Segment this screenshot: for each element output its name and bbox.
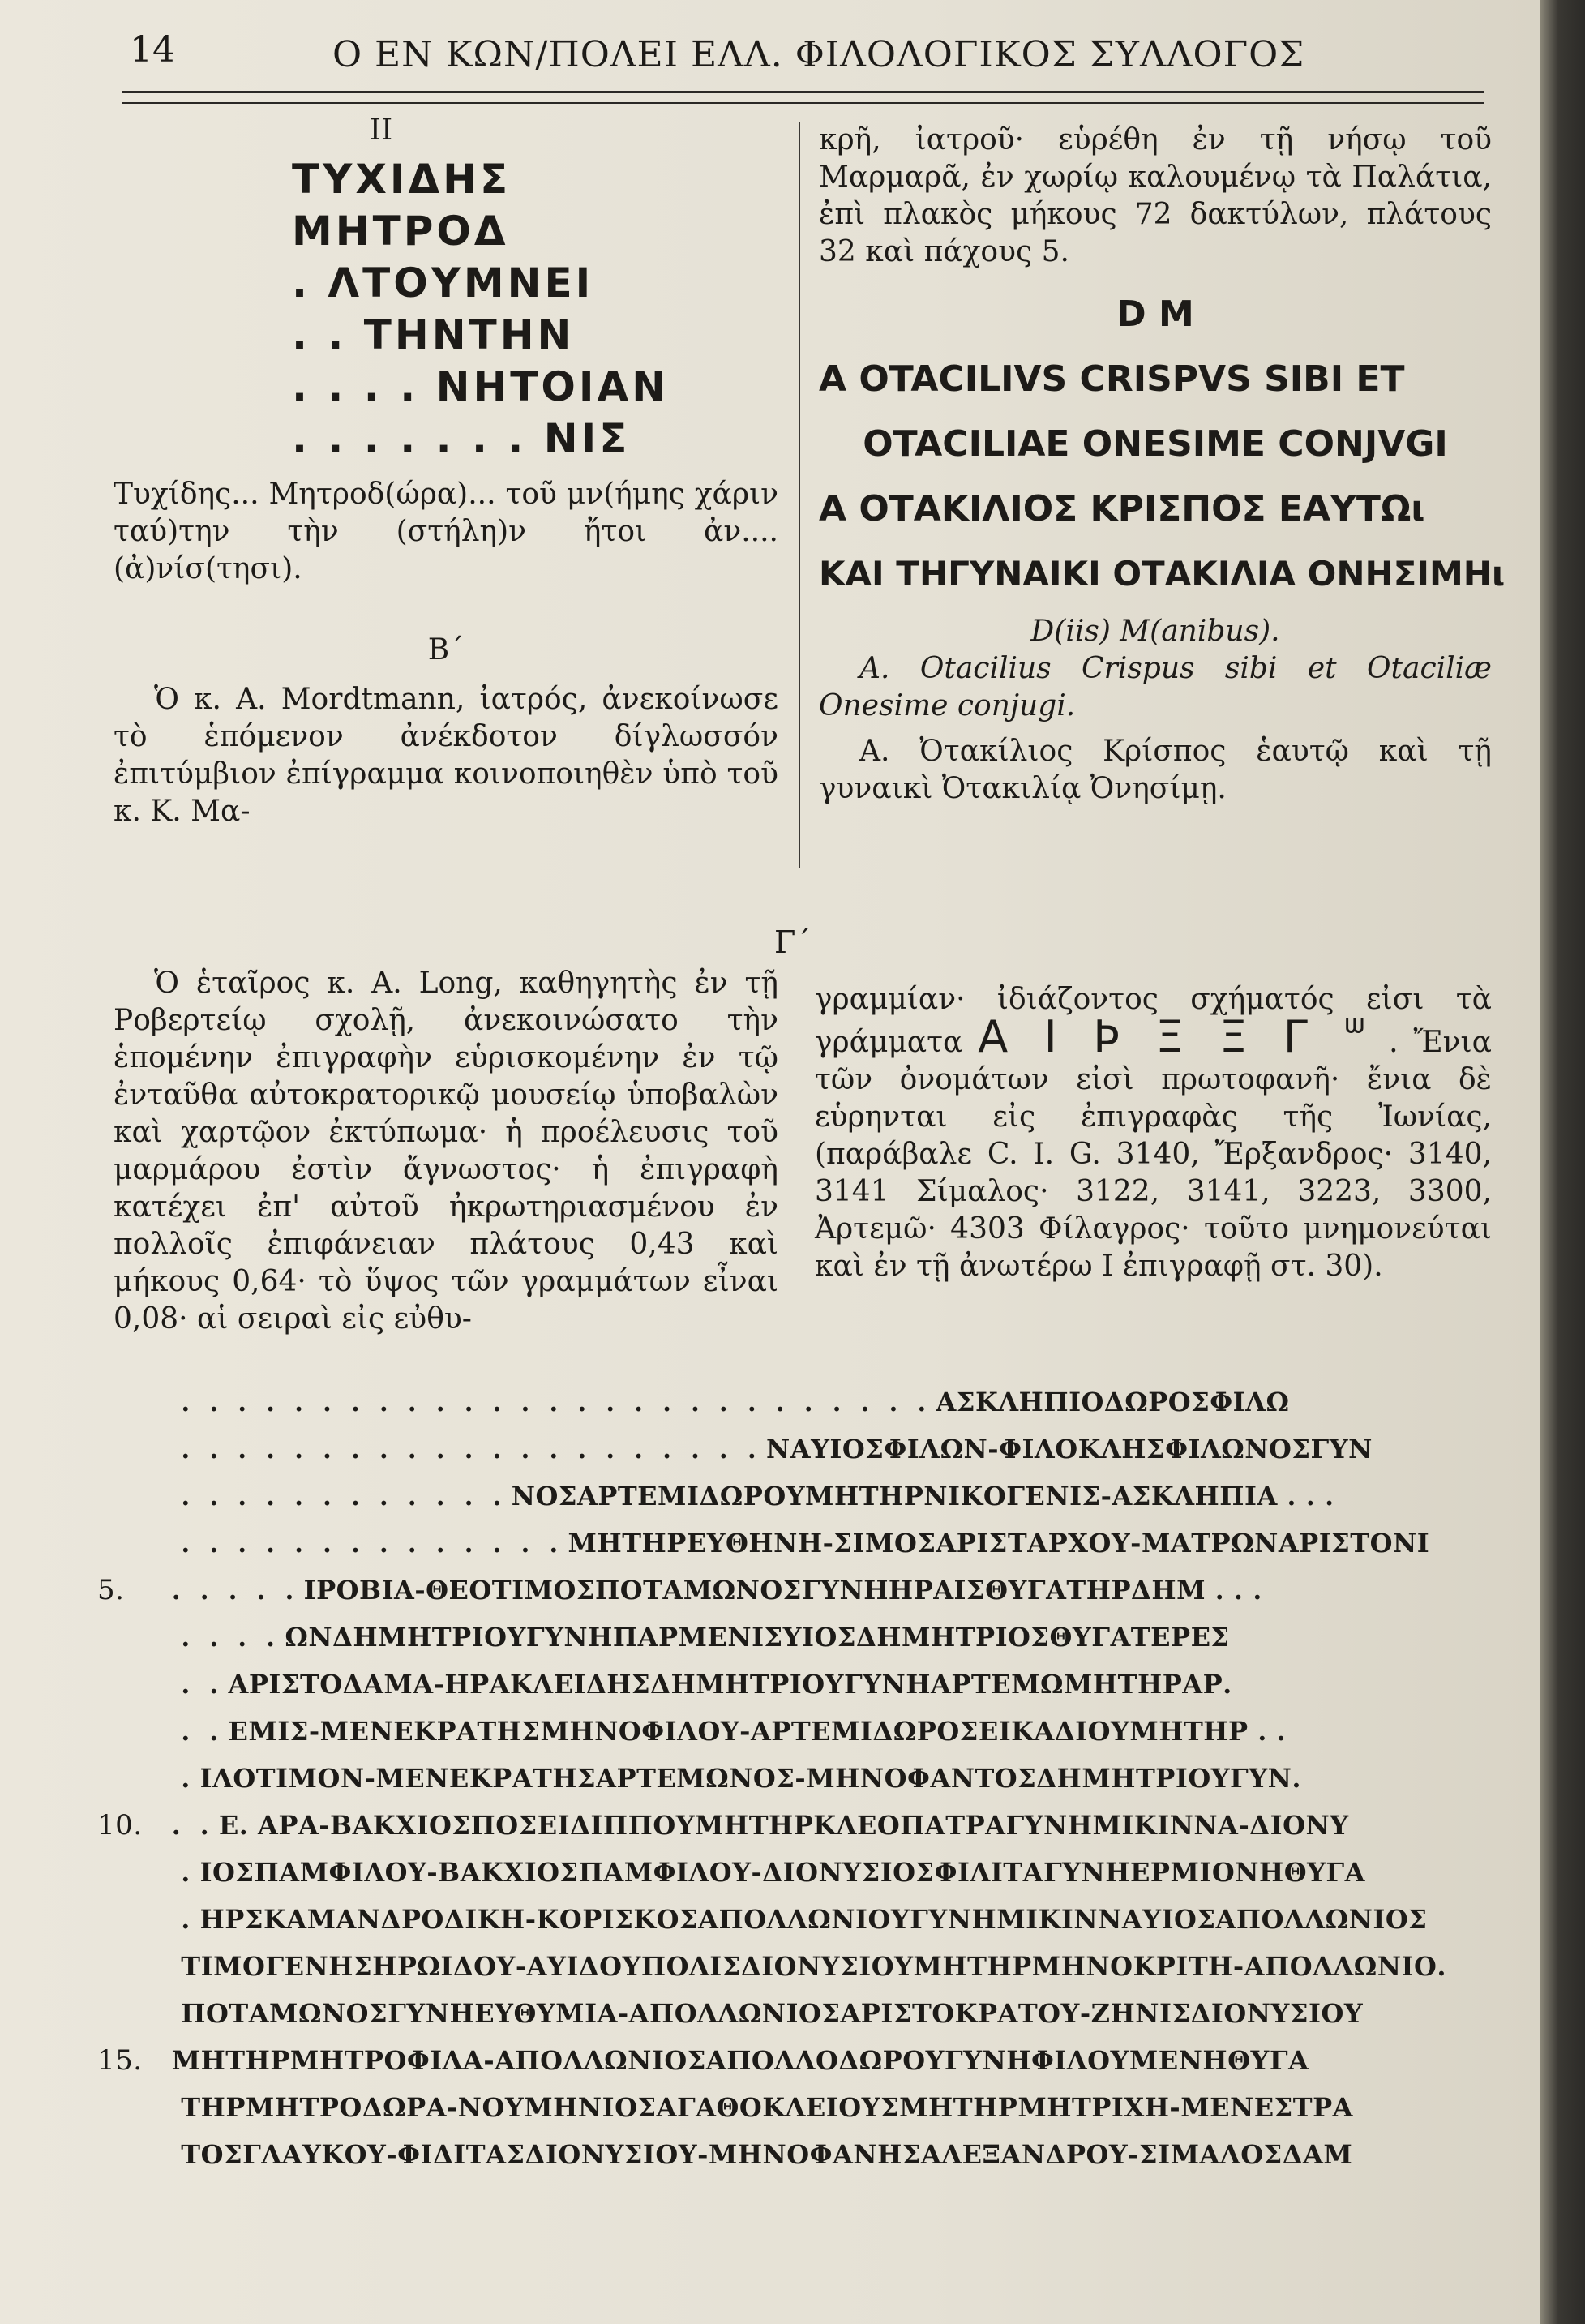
section-c-right-text-1: γραμμίαν· ἰδιάζοντος σχήματός εἰσι τὰ γράμματα [815, 983, 1492, 1059]
inscription-text: . . ΕΜΙΣ-ΜΕΝΕΚΡΑΤΗΣΜΗΝΟΦΙΛΟΥ-ΑΡΤΕΜΙΔΩΡΟΣΕΙΚΑΔΙΟΥΜΗΤΗΡ . . [162, 1716, 1287, 1747]
inscription-text: . ΙΟΣΠΑΜΦΙΛΟΥ-ΒΑΚΧΙΟΣΠΑΜΦΙΛΟΥ-ΔΙΟΝΥΣΙΟΣΦΙΛΙΤΑΓΥΝΗΕΡΜΙΟΝΗΘΥΓΑ [162, 1857, 1365, 1888]
inscription-text: . . ΑΡΙΣΤΟΔΑΜΑ-ΗΡΑΚΛΕΙΔΗΣΔΗΜΗΤΡΙΟΥΓΥΝΗΑΡΤΕΜΩΜΗΤΗΡΑΡ. [162, 1669, 1232, 1700]
inscription-text: . . . . . . . . . . . . . . . . . . . . . ΝΑΥΙΟΣΦΙΛΩΝ-ΦΙΛΟΚΛΗΣΦΙΛΩΝΟΣΓΥΝ [162, 1434, 1373, 1464]
section-c-left [114, 965, 778, 1338]
inscription-text: . . . . . ΙΡΟΒΙΑ-ΘΕΟΤΙΜΟΣΠΟΤΑΜΩΝΟΣΓΥΝΗΗΡΑΙΣΘΥΓΑΤΗΡΔΗΜ . . . [162, 1575, 1262, 1606]
inscription-line: . . ΤΗΝΤΗΝ [292, 311, 575, 358]
left-column [114, 114, 778, 830]
inscription-row [97, 2037, 1492, 2084]
inscription-row [97, 1896, 1492, 1943]
inscription-text: . . . . . . . . . . . . . . . . . . . . . . . . . . . ΑΣΚΛΗΠΙΟΔΩΡΟΣΦΙΛΩ [162, 1387, 1290, 1417]
column-divider [799, 122, 800, 868]
line-number: 5. [97, 1574, 125, 1606]
inscription-row [97, 1426, 1492, 1473]
greek-translation: Α. Ὀτακίλιος Κρίσπος ἑαυτῷ καὶ τῇ γυναικὶ Ὀτακιλίᾳ Ὀνησίμῃ. [819, 735, 1492, 805]
inscription-text: ΜΗΤΗΡΜΗΤΡΟΦΙΛΑ-ΑΠΟΛΛΩΝΙΟΣΑΠΟΛΛΟΔΩΡΟΥΓΥΝΗΦΙΛΟΥΜΕΝΗΘΥΓΑ [162, 2045, 1309, 2076]
continuation-text: κρῆ, ἰατροῦ· εὑρέθη ἐν τῇ νήσῳ τοῦ Μαρμαρᾶ, ἐν χωρίῳ καλουμένῳ τὰ Παλάτια, ἐπὶ πλακὸς μήκους 72 δακτύλων, πλάτους 32 καὶ πάχους 5. [819, 123, 1492, 268]
letter-forms: Α Ι Ϸ Ξ Ξ Γ ᐜ [978, 1011, 1374, 1062]
inscription-row [97, 1990, 1492, 2037]
section-c-right-text-2: . Ἔνια τῶν ὀνομάτων εἰσὶ πρωτοφανῆ· ἔνια δὲ εὑρηνται εἰς ἐπιγραφὰς τῆς Ἰωνίας, (παράβαλε C. I. G. 3140, Ἔρξανδρος· 3140, 3141 Σίμαλος· 3122, 3141, 3223, 3300, Ἀρτεμῶ· 4303 Φίλαγρος· τοῦτο μνημονεύται καὶ ἐν τῇ ἀνωτέρω I ἐπιγραφῇ στ. 30). [815, 1026, 1492, 1283]
page-edge-shadow [1540, 0, 1585, 2324]
inscription-text: . . . . ΩΝΔΗΜΗΤΡΙΟΥΓΥΝΗΠΑΡΜΕΝΙΣΥΙΟΣΔΗΜΗΤΡΙΟΣΘΥΓΑΤΕΡΕΣ [162, 1622, 1230, 1653]
inscription-line: ΚΑΙ ΤΗΓΥΝΑΙΚΙ ΟΤΑΚΙΛΙΑ ΟΝΗΣΙΜΗι [819, 554, 1506, 594]
page-header [122, 23, 1516, 96]
running-title: Ο ΕΝ ΚΩΝ/ΠΟΛΕΙ ΕΛΛ. ΦΙΛΟΛΟΓΙΚΟΣ ΣΥΛΛΟΓΟΣ [332, 34, 1305, 75]
inscription-line: OTACILIAE ONESIME CONJVGI [863, 423, 1448, 465]
inscription-text: ΤΟΣΓΛΑΥΚΟΥ-ΦΙΔΙΤΑΣΔΙΟΝΥΣΙΟΥ-ΜΗΝΟΦΑΝΗΣΑΛΕΞΑΝΔΡΟΥ-ΣΙΜΑΛΟΣΔΑΜ [162, 2139, 1353, 2170]
right-column [819, 122, 1506, 808]
inscription-row [97, 1379, 1492, 1426]
inscription-line: . . . . ΝΗΤΟΙΑΝ [292, 363, 670, 410]
section-c-text: Ὁ ἑταῖρος κ. A. Long, καθηγητὴς ἐν τῇ Ροβερτείῳ σχολῇ, ἀνεκοινώσατο τὴν ἑπομένην ἐπιγραφὴν εὑρισκομένην ἐν τῷ ἐνταῦθα αὐτοκρατορικῷ μουσείῳ ὑποβαλὼν καὶ χαρτῷον ἐκτύπωμα· ἡ προέλευσις τοῦ μαρμάρου ἐστὶν ἄγνωστος· ἡ ἐπιγραφὴ κατέχει ἐπ' αὐτοῦ ἠκρωτηριασμένου ἐν πολλοῖς ἐπιφάνειαν πλάτους 0,43 καὶ μήκους 0,64· τὸ ὕψος τῶν γραμμάτων εἶναι 0,08· αἱ σειραὶ εἰς εὐθυ- [114, 967, 778, 1336]
inscription-gamma [97, 1379, 1492, 2178]
latin-expansion-1: D(iis) M(anibus). [1030, 615, 1280, 648]
inscription-row [97, 1708, 1492, 1755]
inscription-row [97, 1943, 1492, 1990]
inscription-text: . ΙΛΟΤΙΜΟΝ-ΜΕΝΕΚΡΑΤΗΣΑΡΤΕΜΩΝΟΣ-ΜΗΝΟΦΑΝΤΟΣΔΗΜΗΤΡΙΟΥΓΥΝ. [162, 1763, 1301, 1794]
inscription-line: . . . . . . . ΝΙΣ [292, 415, 631, 462]
section-b-text: Ὁ κ. A. Mordtmann, ἰατρός, ἀνεκοίνωσε τὸ ἑπόμενον ἀνέκδοτον δίγλωσσόν ἐπιτύμβιον ἐπίγραμμα κοινοποιηθὲν ὑπὸ τοῦ κ. Κ. Μα- [114, 683, 778, 828]
section-b-heading: Β΄ [427, 633, 465, 667]
page-number: 14 [130, 29, 175, 71]
inscription-row [97, 1473, 1492, 1520]
inscription-line: . ΛΤΟΥΜΝΕΙ [292, 259, 594, 307]
line-number: 10. [97, 1809, 143, 1842]
inscription-row [97, 1520, 1492, 1567]
inscription-text: . . Ε. ΑΡΑ-ΒΑΚΧΙΟΣΠΟΣΕΙΔΙΠΠΟΥΜΗΤΗΡΚΛΕΟΠΑΤΡΑΓΥΝΗΜΙΚΙΝΝΑ-ΔΙΟΝΥ [162, 1810, 1349, 1841]
inscription-row [97, 1567, 1492, 1614]
bilingual-inscription [819, 282, 1506, 607]
inscription-line: D M [1116, 294, 1194, 335]
inscription-line: Α ΟΤΑΚΙΛΙΟΣ ΚΡΙΣΠΟΣ ΕΑΥΤΩι [819, 488, 1425, 530]
inscription-text: . . . . . . . . . . . . . . ΜΗΤΗΡΕΥΘΗΝΗ-ΣΙΜΟΣΑΡΙΣΤΑΡΧΟΥ-ΜΑΤΡΩΝΑΡΙΣΤΟΝΙ [162, 1528, 1430, 1559]
inscription-line: ΤΥΧΙΔΗΣ [292, 156, 512, 203]
inscription-text: . ΗΡΣΚΑΜΑΝΔΡΟΔΙΚΗ-ΚΟΡΙΣΚΟΣΑΠΟΛΛΩΝΙΟΥΓΥΝΗΜΙΚΙΝΝΑΥΙΟΣΑΠΟΛΛΩΝΙΟΣ [162, 1904, 1428, 1935]
inscription-row [97, 1614, 1492, 1661]
inscription-text: ΤΗΡΜΗΤΡΟΔΩΡΑ-ΝΟΥΜΗΝΙΟΣΑΓΑΘΟΚΛΕΙΟΥΣΜΗΤΗΡΜΗΤΡΙΧΗ-ΜΕΝΕΣΤΡΑ [162, 2092, 1353, 2123]
inscription-text: ΠΟΤΑΜΩΝΟΣΓΥΝΗΕΥΘΥΜΙΑ-ΑΠΟΛΛΩΝΙΟΣΑΡΙΣΤΟΚΡΑΤΟΥ-ΖΗΝΙΣΔΙΟΝΥΣΙΟΥ [162, 1998, 1364, 2029]
section-number: II [369, 114, 393, 147]
header-rule [122, 91, 1484, 93]
inscription-row [97, 2084, 1492, 2131]
section-c-heading: Γ΄ [774, 924, 812, 960]
inscription-ii [292, 153, 778, 465]
inscription-row [97, 1661, 1492, 1708]
inscription-line: ΜΗΤΡΟΔ [292, 208, 509, 255]
section-c-right [815, 981, 1492, 1285]
inscription-row [97, 1755, 1492, 1802]
inscription-row [97, 2131, 1492, 2178]
line-number: 15. [97, 2044, 143, 2077]
inscription-text: ΤΙΜΟΓΕΝΗΣΗΡΩΙΔΟΥ-ΑΥΙΔΟΥΠΟΛΙΣΔΙΟΝΥΣΙΟΥΜΗΤΗΡΜΗΝΟΚΡΙΤΗ-ΑΠΟΛΛΩΝΙΟ. [162, 1951, 1446, 1982]
inscription-row [97, 1849, 1492, 1896]
section-c-right-paragraph [815, 981, 1492, 1285]
header-rule-thin [122, 102, 1484, 104]
inscription-row [97, 1802, 1492, 1849]
inscription-text: . . . . . . . . . . . . ΝΟΣΑΡΤΕΜΙΔΩΡΟΥΜΗΤΗΡΝΙΚΟΓΕΝΙΣ-ΑΣΚΛΗΠΙΑ . . . [162, 1481, 1334, 1511]
latin-expansion-2: A. Otacilius Crispus sibi et Otaciliæ Onesime conjugi. [819, 652, 1492, 722]
transcription-text: Τυχίδης... Μητροδ(ώρα)... τοῦ μν(ήμης χάριν ταύ)την τὴν (στήλη)ν ἤτοι ἀν.... (ἀ)νίσ(τησι). [114, 478, 778, 585]
inscription-line: A OTACILIVS CRISPVS SIBI ET [819, 358, 1405, 400]
